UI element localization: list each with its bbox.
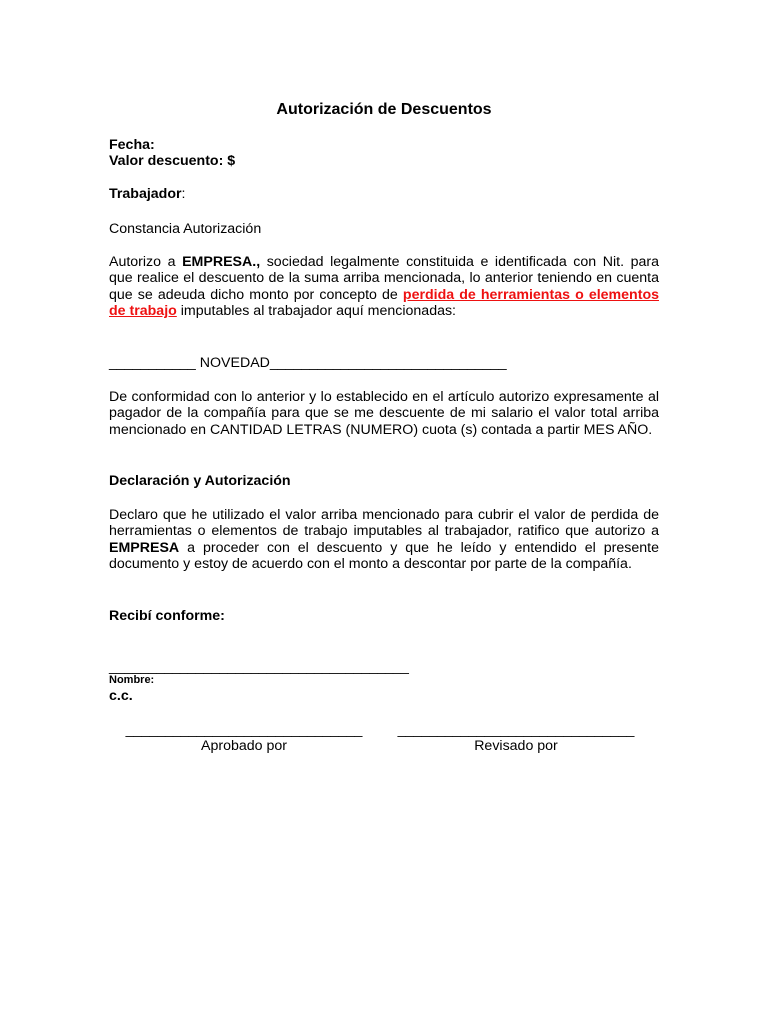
revisado-label: Revisado por (474, 738, 558, 755)
p3-empresa: EMPRESA (109, 539, 180, 556)
p1-text-c: imputables al trabajador aquí mencionadas: (176, 303, 457, 320)
aprobado-block (109, 722, 379, 755)
trabajador-label: Trabajador (109, 186, 182, 202)
constancia-text: Constancia Autorización (109, 221, 262, 237)
revisado-block (381, 722, 651, 755)
valor-descuento-line (109, 153, 659, 169)
revisado-line: ______________________________ (397, 722, 635, 738)
p1-text-b: sociedad legalmente constituida e identificada con Nit. para que realice el descuento de la suma arriba mencionada, lo anterior teniendo en cuenta que se adeuda dicho monto por concepto de (109, 254, 659, 303)
paragraph-conformidad: De conformidad con lo anterior y lo establecido en el artículo autorizo expresamente al pagador de la compañía para que se me descuente de mi salario el valor total arriba mencionado en CANTIDAD LETRAS (NUMERO) cuota (s) contada a partir MES AÑO. (109, 389, 659, 438)
p1-empresa: EMPRESA., (182, 254, 261, 270)
declaracion-heading: Declaración y Autorización (109, 473, 291, 489)
trabajador-line (109, 186, 659, 202)
p3-text-b: a proceder con el descuento y que he leído y entendido el presente documento y estoy de acuerdo con el monto a descontar por parte de la compañía. (109, 539, 659, 573)
document-title: Autorización de Descuentos (276, 101, 492, 118)
signature-line: ______________________________________ (109, 659, 409, 675)
trabajador-suffix: : (181, 186, 186, 202)
nombre-label: Nombre: (109, 674, 155, 686)
novedad-line: ___________ NOVEDAD______________________________ (109, 355, 507, 371)
aprobado-line: ______________________________ (125, 722, 363, 738)
approval-section (109, 722, 659, 762)
paragraph-declaro (109, 507, 659, 573)
aprobado-label: Aprobado por (201, 738, 287, 755)
fecha-label: Fecha: (109, 137, 155, 153)
paragraph-autorizo (109, 254, 659, 320)
cc-label: c.c. (109, 688, 133, 704)
p1-text-a: Autorizo a (109, 254, 183, 270)
recibi-conforme: Recibí conforme: (109, 608, 225, 624)
valor-descuento-suffix: : $ (218, 153, 236, 169)
p3-text-a: Declaro que he utilizado el valor arriba mencionado para cubrir el valor de perdida de herramientas o elementos de trabajo imputables al trabajador, ratifico que autorizo a (109, 507, 659, 540)
valor-descuento-label: Valor descuento (109, 153, 219, 169)
p1-highlight: perdida de herramientas o elementos de trabajo (109, 286, 659, 320)
